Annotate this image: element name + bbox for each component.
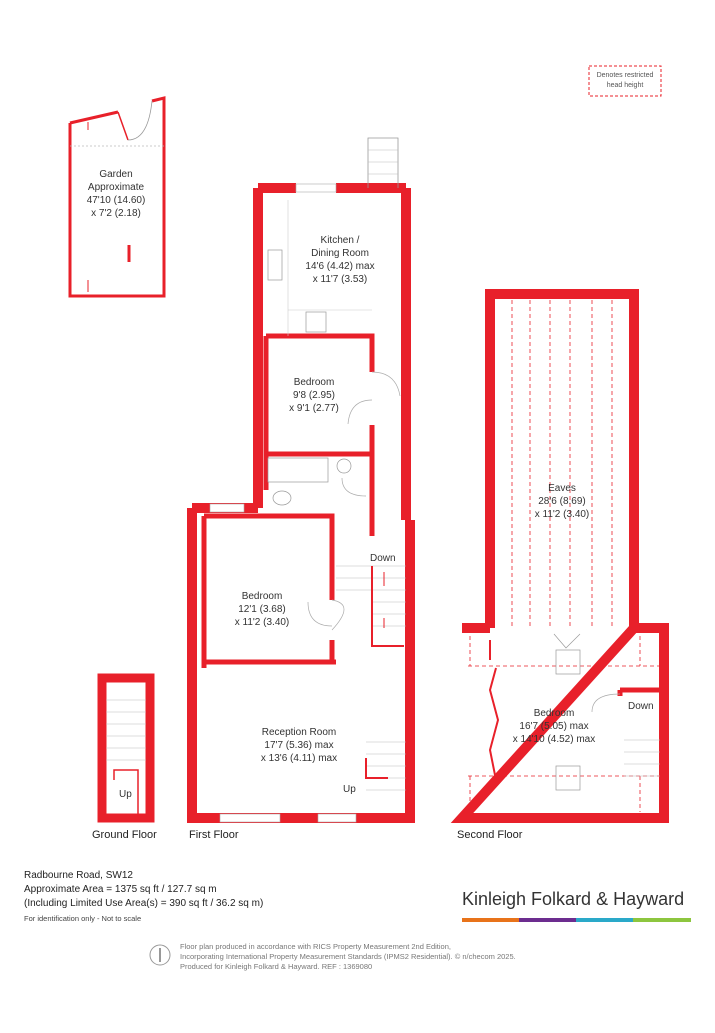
legend-text-2: head height — [606, 82, 644, 89]
eaves-line2: 28'6 (8.69) — [538, 496, 586, 507]
reception-name: Reception Room — [261, 727, 337, 738]
footer-copyright: © n/checom 2025. — [454, 952, 516, 961]
footer-line-2: Incorporating International Property Measurement Standards (IPMS2 Residential). — [180, 952, 453, 961]
eaves-name: Eaves — [548, 483, 576, 494]
stair-up-label-first: Up — [343, 784, 356, 795]
brand-stripe-orange — [462, 918, 519, 922]
kitchen-name: Kitchen / — [320, 235, 360, 246]
first-floor-plan — [192, 138, 410, 822]
identification-note: For identification only - Not to scale — [24, 914, 142, 923]
measurement-standard-icon — [150, 945, 170, 965]
eaves-line3: x 11'2 (3.40) — [534, 509, 590, 520]
approximate-area: Approximate Area = 1375 sq ft / 127.7 sq m — [24, 884, 217, 895]
stair-up-label-ground: Up — [119, 789, 132, 800]
bedroom-first-name: Bedroom — [241, 591, 283, 602]
garden-area — [70, 98, 164, 296]
ground-floor-plan — [102, 678, 150, 818]
stair-down-label-first: Down — [370, 553, 396, 564]
bedroom-second-line2: 16'7 (5.05) max — [519, 721, 589, 732]
reception-line2: 17'7 (5.36) max — [264, 740, 334, 751]
bedroom-small-name: Bedroom — [293, 377, 335, 388]
limited-use-area: (Including Limited Use Area(s) = 390 sq ft / 36.2 sq m) — [24, 898, 264, 909]
legend-text-1: Denotes restricted — [596, 72, 654, 79]
bedroom-second-name: Bedroom — [533, 708, 575, 719]
first-floor-label: First Floor — [189, 829, 239, 841]
garden-name: Garden — [99, 169, 133, 180]
kitchen-line2: Dining Room — [311, 248, 369, 259]
brand-stripe-purple — [519, 918, 576, 922]
footer-line-1: Floor plan produced in accordance with RICS Property Measurement 2nd Edition, — [180, 942, 451, 951]
brand-stripe-blue — [576, 918, 633, 922]
brand-name: Kinleigh Folkard & Hayward — [462, 889, 685, 909]
footer-disclaimer — [180, 942, 516, 972]
ground-floor-label: Ground Floor — [92, 829, 157, 841]
bedroom-small-line3: x 9'1 (2.77) — [289, 403, 339, 414]
reception-line3: x 13'6 (4.11) max — [260, 753, 338, 764]
second-floor-label: Second Floor — [457, 829, 523, 841]
restricted-height-legend — [589, 66, 661, 96]
property-address: Radbourne Road, SW12 — [24, 870, 133, 881]
bedroom-second-line3: x 14'10 (4.52) max — [512, 734, 596, 745]
garden-line4: x 7'2 (2.18) — [91, 208, 141, 219]
bedroom-first-line2: 12'1 (3.68) — [238, 604, 286, 615]
brand-stripe-green — [633, 918, 691, 922]
kitchen-line4: x 11'7 (3.53) — [312, 274, 368, 285]
footer-line-2-wrap — [180, 952, 516, 962]
bedroom-small-line2: 9'8 (2.95) — [293, 390, 335, 401]
garden-line3: 47'10 (14.60) — [86, 195, 146, 206]
second-floor-plan — [462, 294, 664, 818]
kitchen-line3: 14'6 (4.42) max — [305, 261, 375, 272]
garden-line2: Approximate — [87, 182, 145, 193]
footer-line-3: Produced for Kinleigh Folkard & Hayward. REF : 1369080 — [180, 962, 373, 971]
bedroom-first-line3: x 11'2 (3.40) — [234, 617, 290, 628]
stair-down-label-second: Down — [628, 701, 654, 712]
